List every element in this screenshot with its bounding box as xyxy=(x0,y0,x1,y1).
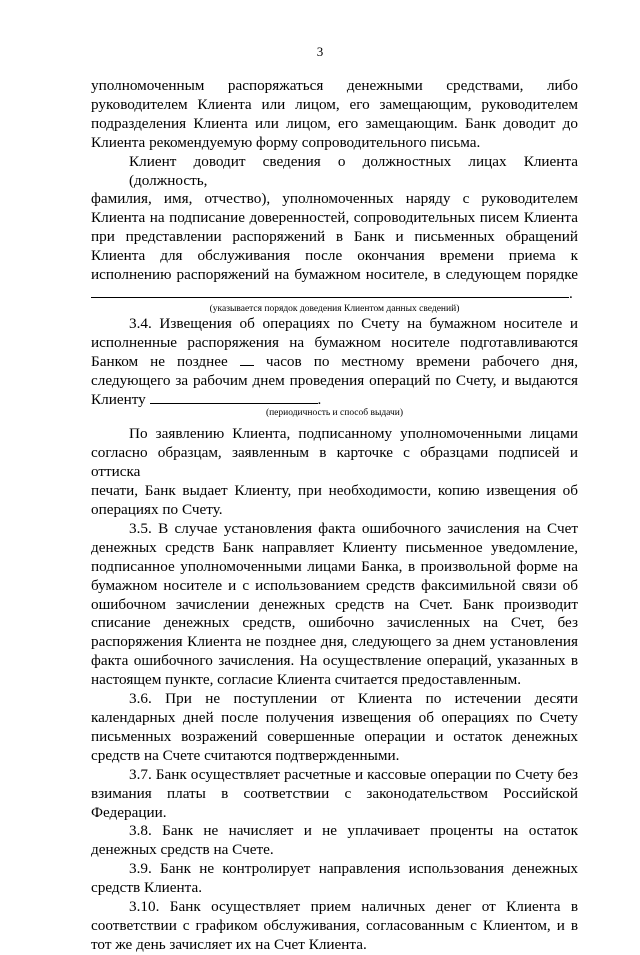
clause-3-6: 3.6. При не поступлении от Клиента по истечении десяти календарных дней после получения извещения об операциях по Счету письменных возражений совершенные операции и остаток денежных средств на Счете считаются подтвержденными. xyxy=(91,690,578,764)
clause-3-10: 3.10. Банк осуществляет прием наличных денег от Клиента в соответствии с графиком обслуживания, согласованным с Клиентом, и в тот же день зачисляет их на Счет Клиента. xyxy=(91,898,578,953)
clause-3-5: 3.5. В случае установления факта ошибочного зачисления на Счет денежных средств Банк направляет Клиенту письменное уведомление, подписанное уполномоченными лицами Банка, в произвольной форме на бумажном носителе и с использованием средств факсимильной связи об ошибочном зачислении денежных средств на Счет. Банк производит списание денежных средств, ошибочно зачисленных на Счет, без распоряжения Клиента не позднее дня, следующего за днем установления факта ошибочного зачисления. На осуществление операций, указанных в настоящем пункте, согласие Клиента считается предоставленным. xyxy=(91,519,578,689)
paragraph-copy-request: По заявлению Клиента, подписанному уполномоченными лицами согласно образцам, заявленным в карточке с образцами подписей и оттиска печати, Банк выдает Клиенту, при необходимости, копию извещения об операциях по Счету. xyxy=(91,425,578,519)
fill-in-blank-hours xyxy=(240,353,254,366)
clause-3-9: 3.9. Банк не контролирует направления использования денежных средств Клиента. xyxy=(91,860,578,897)
paragraph-officials-info: Клиент доводит сведения о должностных лицах Клиента (должность, фамилия, имя, отчество), уполномоченных наряду с руководителем Клиента на подписание доверенностей, сопроводительных писем Клиента при представлении распоряжений в Банк и письменных обращений Клиента для обслуживания после окончания времени приема к исполнению распоряжений на бумажном носителе, в следующем порядке . (указывается порядок доведения Клиентом данных сведений) xyxy=(91,152,578,314)
paragraph-continuation: уполномоченным распоряжаться денежными средствами, либо руководителем Клиента или лицом, его замещающим, руководителем подразделения Клиента или лицом, его замещающим. Банк доводит до Клиента рекомендуемую форму сопроводительного письма. xyxy=(91,77,578,151)
fill-in-blank-delivery xyxy=(150,391,318,404)
document-body xyxy=(91,77,578,955)
caption-delivery: (периодичность и способ выдачи) xyxy=(265,408,404,419)
clause-3-4: 3.4. Извещения об операциях по Счету на бумажном носителе и исполненные распоряжения на бумажном носителе подготавливаются Банком не позднее часов по местному времени рабочего дня, следующего за рабочим днем проведения операций по Счету, и выдаются Клиенту . (периодичность и способ выдачи) xyxy=(91,314,579,419)
clause-3-7: 3.7. Банк осуществляет расчетные и кассовые операции по Счету без взимания платы в соответствии с законодательством Российской Федерации. xyxy=(91,765,578,821)
caption-procedure: (указывается порядок доведения Клиентом данных сведений) xyxy=(209,303,460,314)
clause-3-8: 3.8. Банк не начисляет и не уплачивает проценты на остаток денежных средств на Счете. xyxy=(91,822,578,859)
page-number: 3 xyxy=(316,44,324,59)
fill-in-blank-procedure: . xyxy=(91,285,578,304)
